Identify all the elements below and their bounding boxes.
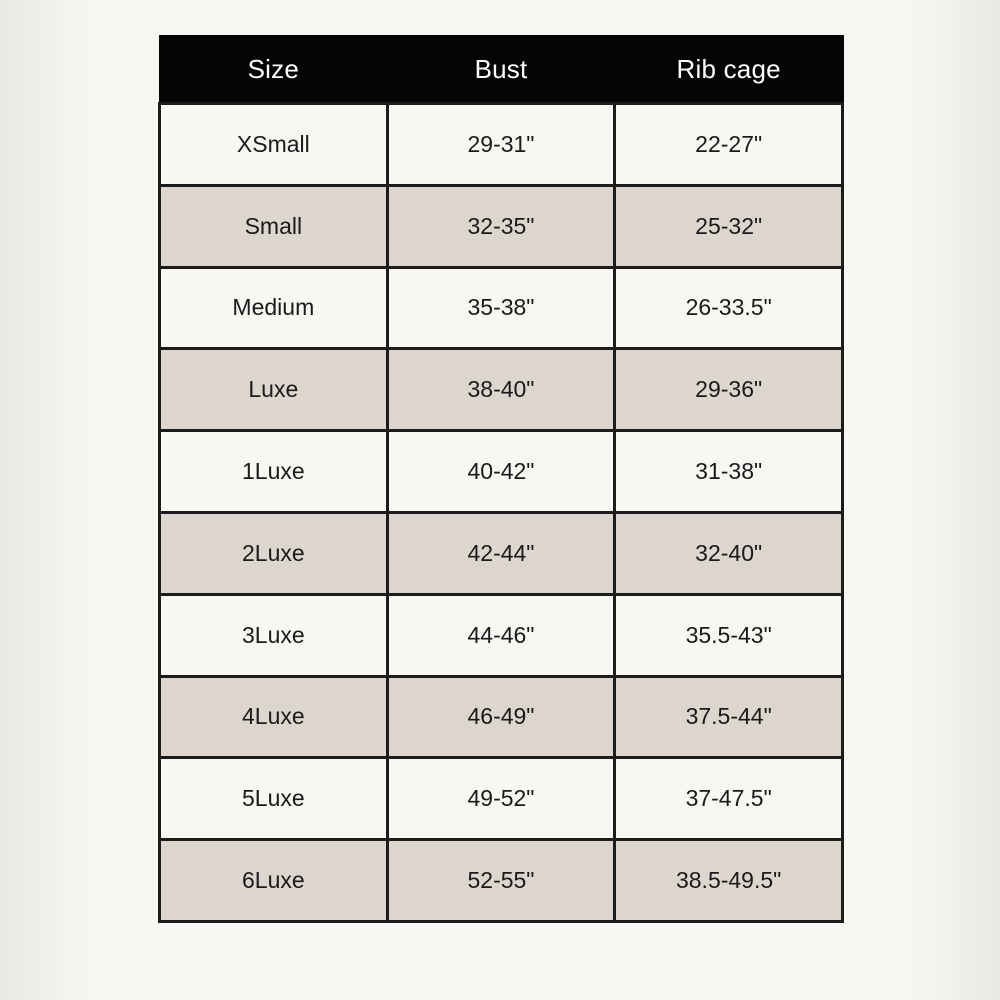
bust-cell: 46-49"	[387, 676, 615, 758]
size-cell: 1Luxe	[160, 431, 388, 513]
table-row	[160, 431, 843, 513]
size-cell: 5Luxe	[160, 758, 388, 840]
rib-cage-cell: 38.5-49.5"	[615, 840, 843, 922]
rib-cage-cell: 25-32"	[615, 185, 843, 267]
table-row	[160, 104, 843, 186]
table-row	[160, 840, 843, 922]
bust-cell: 32-35"	[387, 185, 615, 267]
table-row	[160, 512, 843, 594]
size-chart-table	[158, 35, 844, 923]
rib-cage-cell: 22-27"	[615, 104, 843, 186]
size-cell: 6Luxe	[160, 840, 388, 922]
table-row	[160, 349, 843, 431]
bust-cell: 52-55"	[387, 840, 615, 922]
bust-cell: 42-44"	[387, 512, 615, 594]
rib-cage-cell: 37-47.5"	[615, 758, 843, 840]
size-cell: Medium	[160, 267, 388, 349]
size-cell: XSmall	[160, 104, 388, 186]
rib-cage-cell: 26-33.5"	[615, 267, 843, 349]
table-row	[160, 185, 843, 267]
table-row	[160, 594, 843, 676]
header-rib-cage: Rib cage	[615, 36, 843, 104]
header-row	[160, 36, 843, 104]
rib-cage-cell: 37.5-44"	[615, 676, 843, 758]
size-cell: 2Luxe	[160, 512, 388, 594]
size-cell: 3Luxe	[160, 594, 388, 676]
table-row	[160, 676, 843, 758]
size-cell: Small	[160, 185, 388, 267]
bust-cell: 49-52"	[387, 758, 615, 840]
header-bust: Bust	[387, 36, 615, 104]
size-cell: 4Luxe	[160, 676, 388, 758]
size-cell: Luxe	[160, 349, 388, 431]
bust-cell: 44-46"	[387, 594, 615, 676]
rib-cage-cell: 35.5-43"	[615, 594, 843, 676]
rib-cage-cell: 32-40"	[615, 512, 843, 594]
rib-cage-cell: 29-36"	[615, 349, 843, 431]
table-row	[160, 758, 843, 840]
bust-cell: 35-38"	[387, 267, 615, 349]
bust-cell: 29-31"	[387, 104, 615, 186]
table-row	[160, 267, 843, 349]
header-size: Size	[160, 36, 388, 104]
bust-cell: 38-40"	[387, 349, 615, 431]
bust-cell: 40-42"	[387, 431, 615, 513]
rib-cage-cell: 31-38"	[615, 431, 843, 513]
